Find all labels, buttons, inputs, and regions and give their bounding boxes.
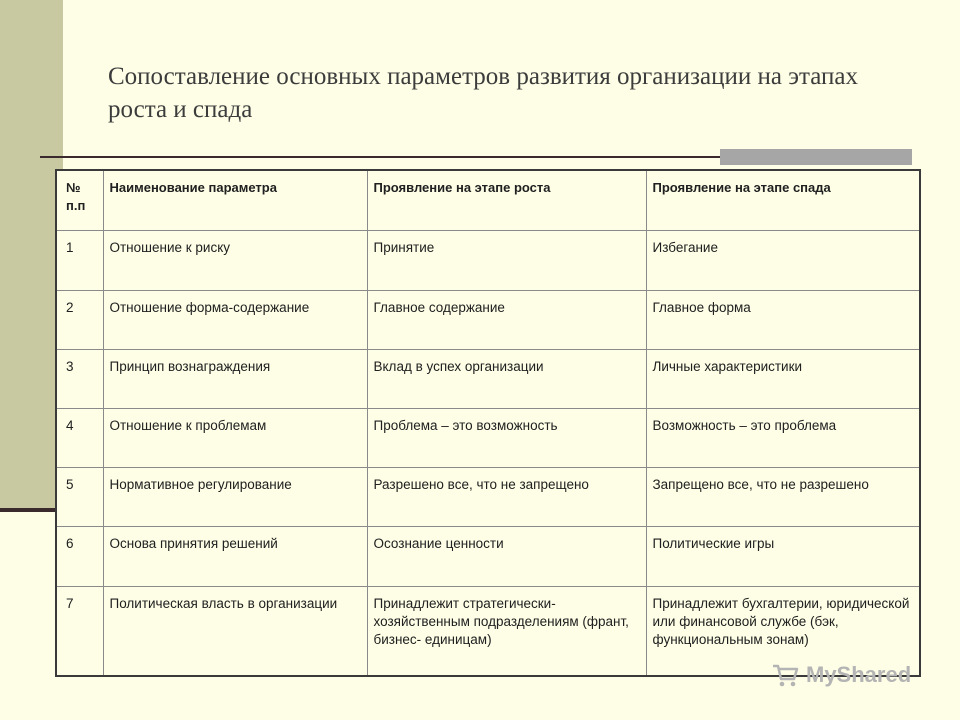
row-number: 1 (56, 230, 103, 290)
header-decline: Проявление на этапе спада (646, 170, 920, 230)
header-parameter: Наименование параметра (103, 170, 367, 230)
row-number: 4 (56, 408, 103, 467)
row-decline: Возможность – это проблема (646, 408, 920, 467)
table-row (56, 408, 920, 467)
decorative-left-band-line (0, 508, 63, 512)
header-number: № п.п (56, 170, 103, 230)
row-parameter: Отношение форма-содержание (103, 290, 367, 349)
row-number: 2 (56, 290, 103, 349)
row-parameter: Нормативное регулирование (103, 467, 367, 526)
row-growth: Разрешено все, что не запрещено (367, 467, 646, 526)
table-row (56, 526, 920, 586)
parameters-table (55, 169, 921, 677)
title-underline-accent (720, 149, 912, 165)
row-decline: Избегание (646, 230, 920, 290)
row-decline: Запрещено все, что не разрешено (646, 467, 920, 526)
row-parameter: Отношение к риску (103, 230, 367, 290)
table-row (56, 467, 920, 526)
table-row (56, 290, 920, 349)
row-decline: Главное форма (646, 290, 920, 349)
row-growth: Осознание ценности (367, 526, 646, 586)
row-parameter: Политическая власть в организации (103, 586, 367, 676)
watermark (770, 658, 930, 692)
table-header-row (56, 170, 920, 230)
row-number: 6 (56, 526, 103, 586)
row-parameter: Отношение к проблемам (103, 408, 367, 467)
row-parameter: Принцип вознаграждения (103, 349, 367, 408)
row-growth: Проблема – это возможность (367, 408, 646, 467)
slide-title: Сопоставление основных параметров развития организации на этапах роста и спада (108, 63, 858, 123)
row-number: 5 (56, 467, 103, 526)
row-growth: Вклад в успех организации (367, 349, 646, 408)
header-growth: Проявление на этапе роста (367, 170, 646, 230)
cart-icon (770, 660, 800, 690)
row-parameter: Основа принятия решений (103, 526, 367, 586)
row-growth: Главное содержание (367, 290, 646, 349)
row-decline: Политические игры (646, 526, 920, 586)
decorative-left-band (0, 0, 63, 510)
table-row (56, 230, 920, 290)
table-row (56, 349, 920, 408)
row-decline: Принадлежит бухгалтерии, юридической или финансовой службе (бэк, функциональным зонам) (646, 586, 920, 676)
row-growth: Принадлежит стратегически-хозяйственным подразделениям (франт, бизнес- единицам) (367, 586, 646, 676)
watermark-text: MyShared (806, 662, 912, 687)
row-decline: Личные характеристики (646, 349, 920, 408)
row-number: 7 (56, 586, 103, 676)
row-number: 3 (56, 349, 103, 408)
row-growth: Принятие (367, 230, 646, 290)
